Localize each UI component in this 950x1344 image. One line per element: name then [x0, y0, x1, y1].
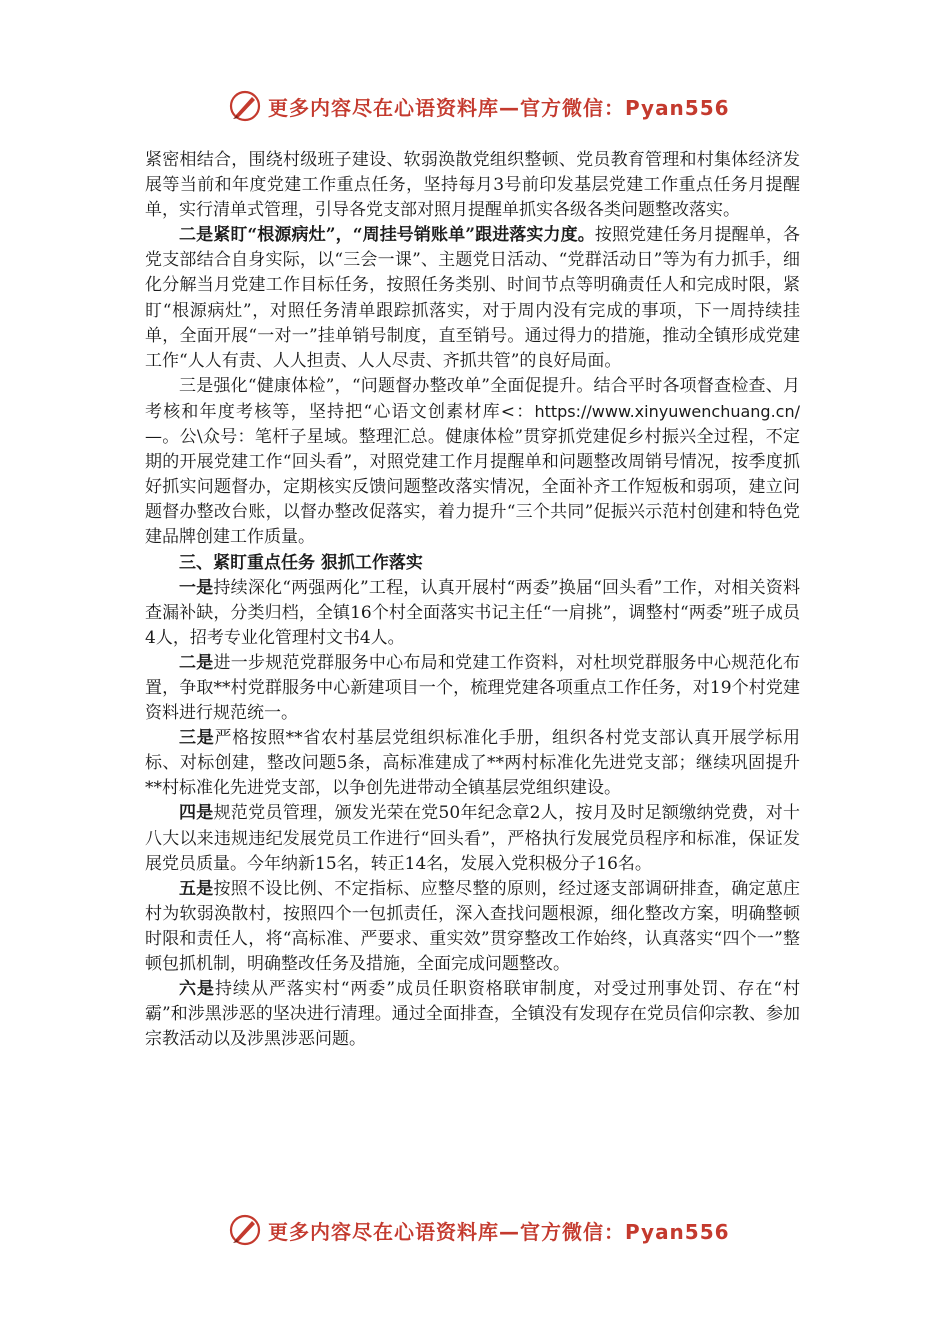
header-banner	[228, 86, 748, 126]
footer-banner	[228, 1210, 748, 1250]
paragraph-3: 三是强化“健康体检”，“问题督办整改单”全面促提升。结合平时各项督查检查、月考核和年度考核等，坚持把“心语文创素材库<：https://www.xinyuwenchuang.cn/—。公\众号：笔杆子星域。整理汇总。健康体检”贯穿抓党建促乡村振兴全过程，不定期的开展党建工作“回头看”，对照党建工作月提醒单和问题整改周销号情况，按季度抓好抓实问题督办，定期核实反馈问题整改落实情况，全面补齐工作短板和弱项，建立问题督办整改台账，以督办整改促落实，着力提升“三个共同”促振兴示范村创建和特色党建品牌创建工作质量。	[145, 375, 800, 548]
banner-text: 更多内容尽在心语资料库—官方微信：Pyan556	[268, 95, 730, 120]
paragraph-item-1: 一是持续深化“两强两化”工程，认真开展村“两委”换届“回头看”工作，对相关资料查漏补缺，分类归档，全镇16个村全面落实书记主任“一肩挑”，调整村“两委”班子成员4人，招考专业化管理村文书4人。	[145, 577, 800, 648]
section-heading: 三、紧盯重点任务 狠抓工作落实	[179, 552, 423, 573]
paragraph-item-5: 五是按照不设比例、不定指标、应整尽整的原则，经过逐支部调研排查，确定葸庄村为软弱涣散村，按照四个一包抓责任，深入查找问题根源，细化整改方案，明确整顿时限和责任人，将“高标准、严要求、重实效”贯穿整改工作始终，认真落实“四个一”整顿包抓机制，明确整改任务及措施，全面完成问题整改。	[145, 878, 800, 974]
pen-logo-icon	[228, 1213, 262, 1247]
document-body	[145, 148, 800, 1052]
pen-logo-icon	[228, 89, 262, 123]
source-url: https://www.xinyuwenchuang.cn/	[534, 401, 800, 421]
banner-text: 更多内容尽在心语资料库—官方微信：Pyan556	[268, 1219, 730, 1244]
paragraph-item-4: 四是规范党员管理，颁发光荣在党50年纪念章2人，按月及时足额缴纳党费，对十八大以来违规违纪发展党员工作进行“回头看”，严格执行发展党员程序和标准，保证发展党员质量。今年纳新15名，转正14名，发展入党积极分子16名。	[145, 803, 800, 874]
paragraph-2: 二是紧盯“根源病灶”，“周挂号销账单”跟进落实力度。按照党建任务月提醒单，各党支部结合自身实际，以“三会一课”、主题党日活动、“党群活动日”等为有力抓手，细化分解当月党建工作目标任务，按照任务类别、时间节点等明确责任人和完成时限，紧盯“根源病灶”，对照任务清单跟踪抓落实，对于周内没有完成的事项，下一周持续挂单，全面开展“一对一”挂单销号制度，直至销号。通过得力的措施，推动全镇形成党建工作“人人有责、人人担责、人人尽责、齐抓共管”的良好局面。	[145, 225, 800, 371]
paragraph-item-3: 三是严格按照**省农村基层党组织标准化手册，组织各村党支部认真开展学标用标、对标创建，整改问题5条，高标准建成了**两村标准化先进党支部；继续巩固提升**村标准化先进党支部，以争创先进带动全镇基层党组织建设。	[145, 728, 801, 799]
paragraph-item-6: 六是持续从严落实村“两委”成员任职资格联审制度，对受过刑事处罚、存在“村霸”和涉黑涉恶的坚决进行清理。通过全面排查，全镇没有发现存在党员信仰宗教、参加宗教活动以及涉黑涉恶问题。	[145, 979, 801, 1050]
paragraph-item-2: 二是进一步规范党群服务中心布局和党建工作资料，对杜坝党群服务中心规范化布置，争取**村党群服务中心新建项目一个，梳理党建各项重点工作任务，对19个村党建资料进行规范统一。	[145, 652, 800, 724]
paragraph-lead: 二是紧盯“根源病灶”，“周挂号销账单”跟进落实力度。	[179, 225, 595, 246]
paragraph-1: 紧密相结合，围绕村级班子建设、软弱涣散党组织整顿、党员教育管理和村集体经济发展等当前和年度党建工作重点任务，坚持每月3号前印发基层党建工作重点任务月提醒单，实行清单式管理，引导各党支部对照月提醒单抓实各级各类问题整改落实。	[145, 150, 800, 221]
